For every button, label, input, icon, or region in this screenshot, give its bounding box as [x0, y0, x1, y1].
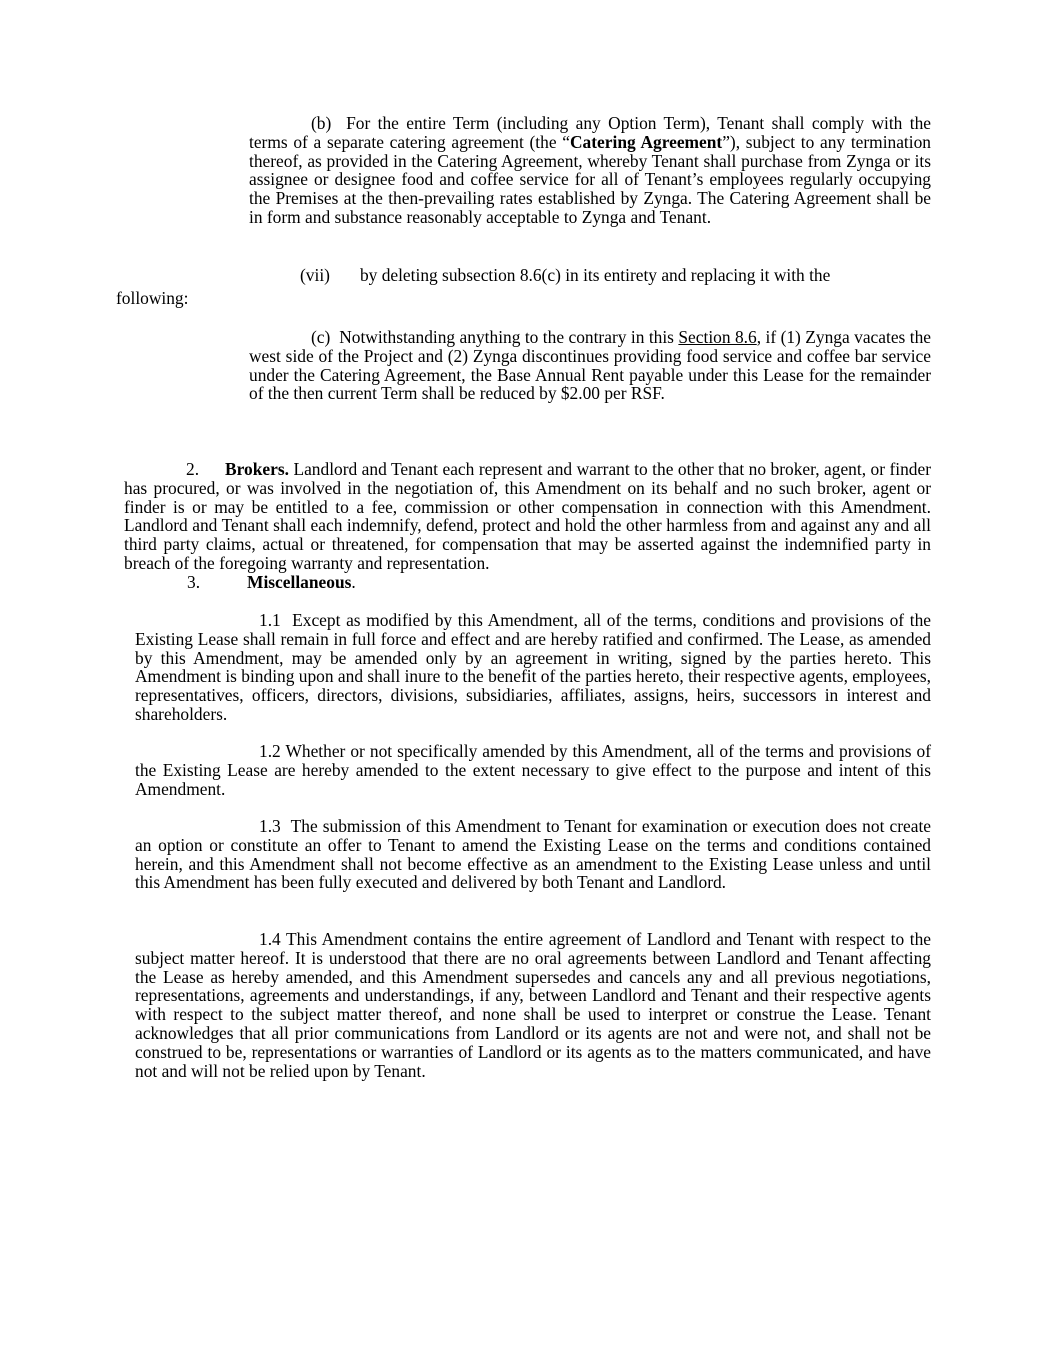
paragraph-b [249, 114, 931, 227]
item-vii-continuation: following: [116, 288, 189, 308]
paragraph-c-label: (c) [311, 327, 331, 347]
paragraph-c [249, 328, 931, 403]
section-3-heading: Miscellaneous [247, 572, 352, 592]
paragraph-b-text-1: For the entire Term (including any Option Term), Tenant shall comply with the terms of a separate catering agreement (the “ [249, 113, 932, 152]
clause-1-1-text: Except as modified by this Amendment, all of the terms, conditions and provisions of the Existing Lease shall remain in full force and effect and are hereby ratified and confirmed. The Lease, as amended by this Amendment, may be amended only by an agreement in writing, signed by the parties hereto. This Amendment is binding upon and shall inure to the benefit of the parties hereto, their respective agents, employees, representatives, officers, directors, divisions, subsidiaries, affiliates, assigns, heirs, successors in interest and shareholders. [135, 610, 931, 724]
item-vii-text: by deleting subsection 8.6(c) in its entirety and replacing it with the [359, 265, 831, 285]
paragraph-c-text-2: , if (1) Zynga vacates the west side of the Project and (2) Zynga discontinues providing food service and coffee bar service under the Catering Agreement, the Base Annual Rent payable under this Lease for the remainder of the then current Term shall be reduced by $2.00 per RSF. [249, 327, 931, 404]
clause-1-3 [135, 817, 931, 892]
clause-1-4 [135, 930, 931, 1080]
paragraph-b-label: (b) [311, 113, 332, 133]
section-2-number: 2. [186, 459, 200, 479]
section-2-brokers [124, 460, 931, 573]
section-3-period: . [351, 572, 356, 592]
paragraph-c-text-1: Notwithstanding anything to the contrary in this [339, 327, 679, 347]
catering-agreement-term: Catering Agreement [570, 131, 723, 152]
clause-1-4-number: 1.4 [259, 929, 281, 949]
clause-1-4-text: This Amendment contains the entire agreement of Landlord and Tenant with respect to the subject matter hereof. It is understood that there are no oral agreements between Landlord and Tenant affecting the Lease as hereby amended, and this Amendment supersedes and cancels any and all previous negotiations, representations, agreements and understandings, if any, between Landlord and Tenant and their respective agents with respect to the subject matter thereof, and none shall be used to interpret or construe the Lease. Tenant acknowledges that all prior communications from Landlord or its agents are not and were not, and shall not be construed to be, representations or warranties of Landlord or its agents as to the matters communicated, and have not and will not be relied upon by Tenant. [135, 929, 931, 1081]
clause-1-3-text: The submission of this Amendment to Tenant for examination or execution does not create an option or constitute an offer to Tenant to amend the Existing Lease on the terms and conditions contained herein, and this Amendment shall not become effective as an amendment to the Existing Lease unless and until this Amendment has been fully executed and delivered by both Tenant and Landlord. [135, 816, 931, 893]
section-8-6-reference: Section 8.6 [678, 327, 757, 347]
section-2-heading: Brokers. [225, 459, 289, 479]
section-2-text: Landlord and Tenant each represent and warrant to the other that no broker, agent, or finder has procured, or was involved in the negotiation of, this Amendment on its behalf and no such broker, agent or finder is or may be entitled to a fee, commission or other compensation in connection with this Amendment. Landlord and Tenant shall each indemnify, defend, protect and hold the other harmless from and against any and all third party claims, actual or threatened, for compensation that may be asserted against the indemnified party in breach of the foregoing warranty and representation. [124, 459, 931, 573]
clause-1-2-text: Whether or not specifically amended by this Amendment, all of the terms and provisions of the Existing Lease are hereby amended to the extent necessary to give effect to the purpose and intent of this Amendment. [135, 741, 931, 799]
item-vii-label: (vii) [300, 265, 330, 285]
section-3-miscellaneous [187, 573, 356, 592]
clause-1-1-number: 1.1 [259, 610, 281, 630]
item-vii [300, 266, 830, 285]
clause-1-2 [135, 742, 931, 798]
clause-1-2-number: 1.2 [259, 741, 281, 761]
clause-1-1 [135, 611, 931, 724]
clause-1-3-number: 1.3 [259, 816, 281, 836]
section-3-number: 3. [187, 572, 201, 592]
paragraph-b-text-2: ”), subject to any termination thereof, as provided in the Catering Agreement, whereby Tenant shall purchase from Zynga or its assignee or designee food and coffee service for all of Tenant’s employees regularly occupying the Premises at the then-prevailing rates established by Zynga. The Catering Agreement shall be in form and substance reasonably acceptable to Zynga and Tenant. [249, 131, 931, 227]
